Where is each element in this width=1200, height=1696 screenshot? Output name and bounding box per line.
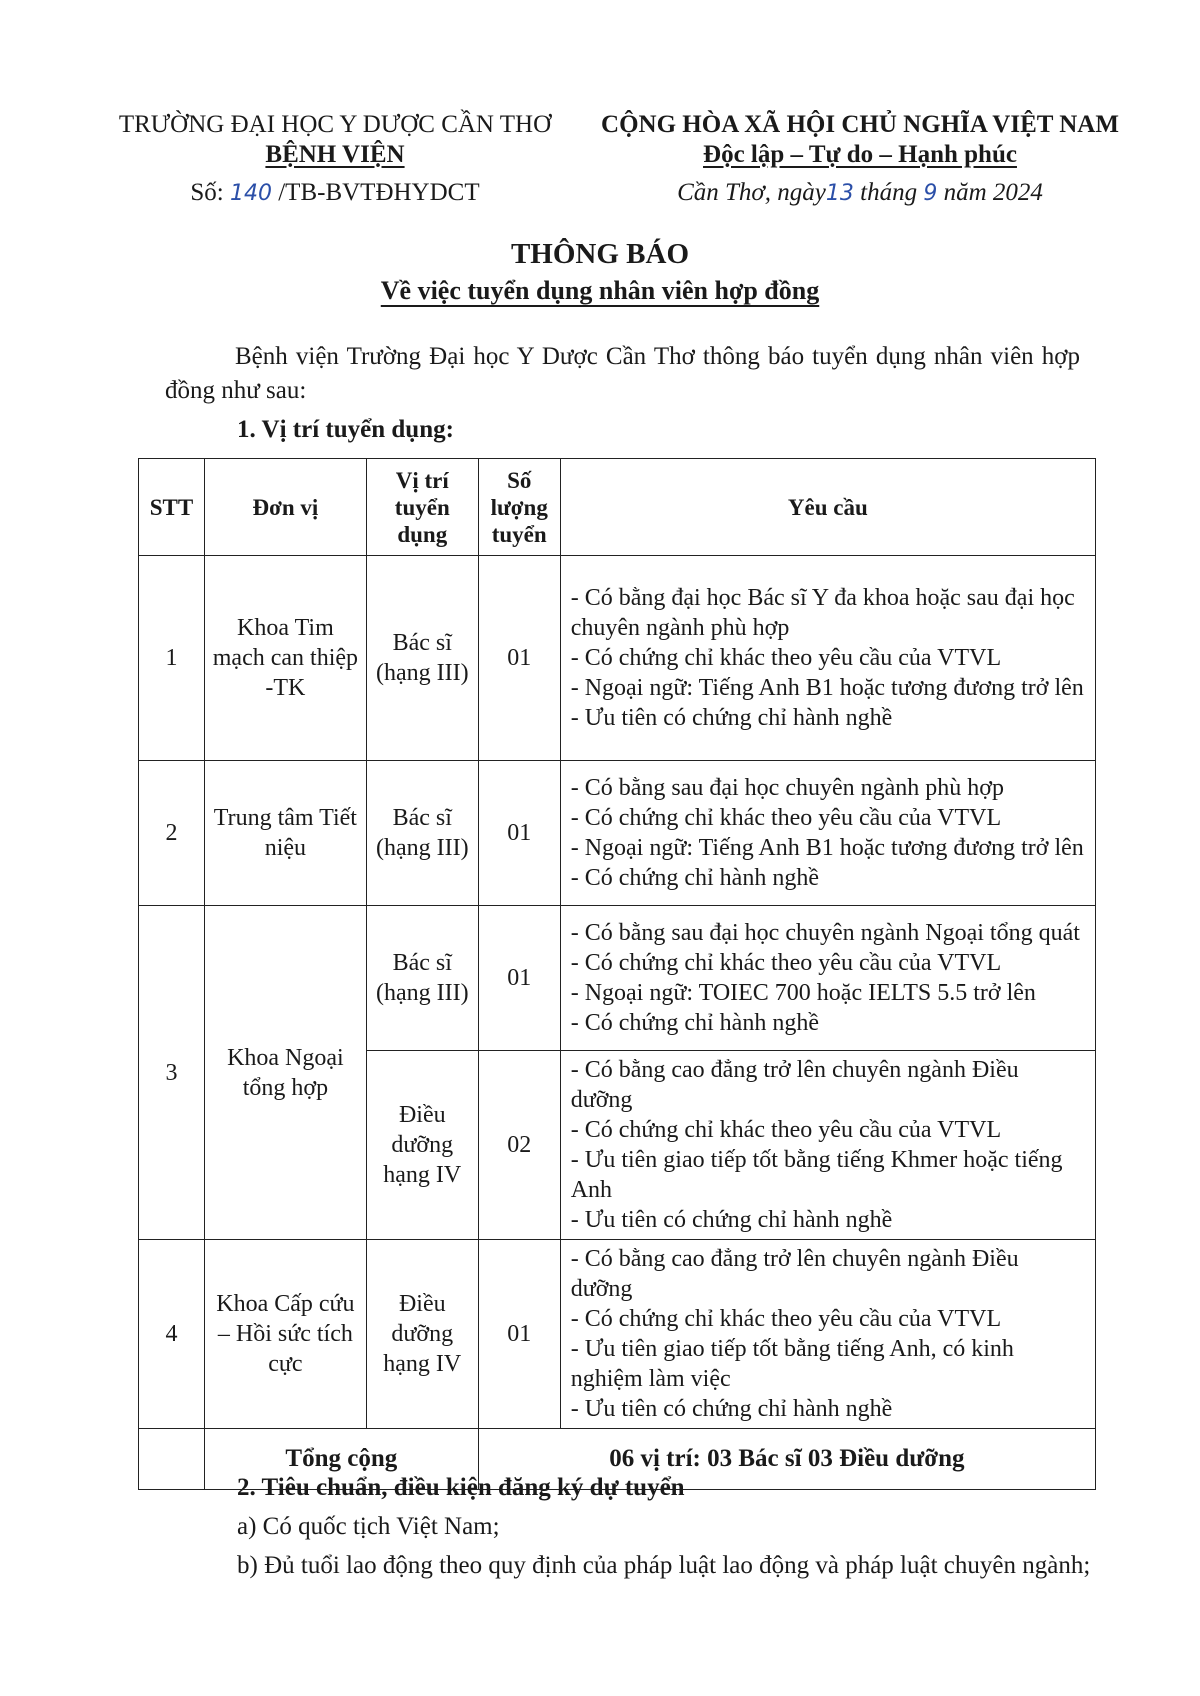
cell-position: Bác sĩ (hạng III) (366, 556, 478, 761)
cell-unit: Khoa Cấp cứu – Hồi sức tích cực (204, 1240, 366, 1429)
document-subtitle: Về việc tuyển dụng nhân viên hợp đồng (380, 276, 820, 305)
issuer-hospital: BỆNH VIỆN (265, 141, 405, 168)
header-position: Vị trí tuyển dụng (366, 459, 478, 556)
table-row (139, 761, 1096, 906)
cell-unit: Trung tâm Tiết niệu (204, 761, 366, 906)
requirement-line: - Ưu tiên có chứng chỉ hành nghề (570, 1396, 893, 1422)
cell-requirements (560, 1051, 1095, 1240)
cell-stt: 1 (139, 556, 205, 761)
cell-position: Điều dưỡng hạng IV (366, 1051, 478, 1240)
section-1-heading: 1. Vị trí tuyển dụng: (237, 416, 454, 443)
handwritten-month: 9 (923, 181, 938, 206)
total-label: Tổng cộng (204, 1429, 478, 1490)
requirement-line: - Có chứng chỉ khác theo yêu cầu của VTVL (570, 805, 1002, 831)
cell-position: Điều dưỡng hạng IV (366, 1240, 478, 1429)
cell-stt: 4 (139, 1240, 205, 1429)
condition-a: a) Có quốc tịch Việt Nam; (237, 1513, 500, 1540)
cell-requirements (560, 556, 1095, 761)
requirement-line: - Ngoại ngữ: TOIEC 700 hoặc IELTS 5.5 trở lên (570, 980, 1036, 1006)
header-unit: Đơn vị (204, 459, 366, 556)
requirement-line: - Có chứng chỉ khác theo yêu cầu của VTVL (570, 1117, 1002, 1143)
requirement-line: - Ưu tiên giao tiếp tốt bằng tiếng Khmer hoặc tiếng Anh (570, 1147, 1063, 1203)
place-date: Cần Thơ, ngày13 tháng 9 năm 2024 (677, 179, 1043, 206)
cell-quantity: 01 (478, 906, 560, 1051)
requirement-line: - Ngoại ngữ: Tiếng Anh B1 hoặc tương đương trở lên (570, 675, 1084, 701)
table-row (139, 556, 1096, 761)
requirement-line: - Có chứng chỉ hành nghề (570, 865, 819, 891)
cell-requirements (560, 1240, 1095, 1429)
cell-requirements (560, 761, 1095, 906)
cell-unit: Khoa Ngoại tổng hợp (204, 906, 366, 1240)
recruitment-table (138, 458, 1096, 1490)
condition-b: b) Đủ tuổi lao động theo quy định của pháp luật lao động và pháp luật chuyên ngành; (237, 1552, 1091, 1579)
document-title: THÔNG BÁO (510, 238, 690, 270)
header-stt: STT (139, 459, 205, 556)
cell-unit: Khoa Tim mạch can thiệp -TK (204, 556, 366, 761)
header-requirements: Yêu cầu (560, 459, 1095, 556)
requirement-line: - Có chứng chỉ khác theo yêu cầu của VTVL (570, 950, 1002, 976)
cell-quantity: 01 (478, 1240, 560, 1429)
issuer-block (100, 110, 570, 209)
requirement-line: - Có bằng cao đẳng trở lên chuyên ngành Điều dưỡng (570, 1246, 1019, 1302)
total-value: 06 vị trí: 03 Bác sĩ 03 Điều dưỡng (478, 1429, 1095, 1490)
cell-quantity: 01 (478, 761, 560, 906)
requirement-line: - Có chứng chỉ khác theo yêu cầu của VTVL (570, 645, 1002, 671)
requirement-line: - Có chứng chỉ hành nghề (570, 1010, 819, 1036)
requirement-line: - Có chứng chỉ khác theo yêu cầu của VTVL (570, 1306, 1002, 1332)
requirement-line: - Ưu tiên có chứng chỉ hành nghề (570, 705, 893, 731)
section-2-heading: 2. Tiêu chuẩn, điều kiện đăng ký dự tuyển (237, 1474, 685, 1501)
cell-stt: 3 (139, 906, 205, 1240)
cell-position: Bác sĩ (hạng III) (366, 761, 478, 906)
requirement-line: - Có bằng sau đại học chuyên ngành phù hợp (570, 775, 1004, 801)
table-row (139, 906, 1096, 1051)
handwritten-day: 13 (825, 181, 854, 206)
requirement-line: - Có bằng cao đẳng trở lên chuyên ngành Điều dưỡng (570, 1057, 1019, 1113)
requirement-line: - Ngoại ngữ: Tiếng Anh B1 hoặc tương đương trở lên (570, 835, 1084, 861)
handwritten-number: 140 (229, 181, 272, 206)
requirement-line: - Ưu tiên có chứng chỉ hành nghề (570, 1207, 893, 1233)
intro-paragraph: Bệnh viện Trường Đại học Y Dược Cần Thơ thông báo tuyển dụng nhân viên hợp đồng như sau: (165, 343, 1080, 404)
issuer-university: TRƯỜNG ĐẠI HỌC Y DƯỢC CẦN THƠ (118, 111, 552, 138)
header-quantity: Số lượng tuyển (478, 459, 560, 556)
nation-block (580, 110, 1140, 209)
document-number: Số: 140 /TB-BVTĐHYDCT (190, 179, 480, 206)
national-motto: Độc lập – Tự do – Hạnh phúc (703, 141, 1017, 168)
table-row (139, 1240, 1096, 1429)
cell-quantity: 02 (478, 1051, 560, 1240)
requirement-line: - Ưu tiên giao tiếp tốt bằng tiếng Anh, có kinh nghiệm làm việc (570, 1336, 1014, 1392)
cell-requirements (560, 906, 1095, 1051)
nation-name: CỘNG HÒA XÃ HỘI CHỦ NGHĨA VIỆT NAM (601, 111, 1119, 138)
cell-quantity: 01 (478, 556, 560, 761)
cell-empty (139, 1429, 205, 1490)
cell-stt: 2 (139, 761, 205, 906)
requirement-line: - Có bằng đại học Bác sĩ Y đa khoa hoặc sau đại học chuyên ngành phù hợp (570, 585, 1075, 641)
cell-position: Bác sĩ (hạng III) (366, 906, 478, 1051)
table-header-row (139, 459, 1096, 556)
requirement-line: - Có bằng sau đại học chuyên ngành Ngoại tổng quát (570, 920, 1080, 946)
